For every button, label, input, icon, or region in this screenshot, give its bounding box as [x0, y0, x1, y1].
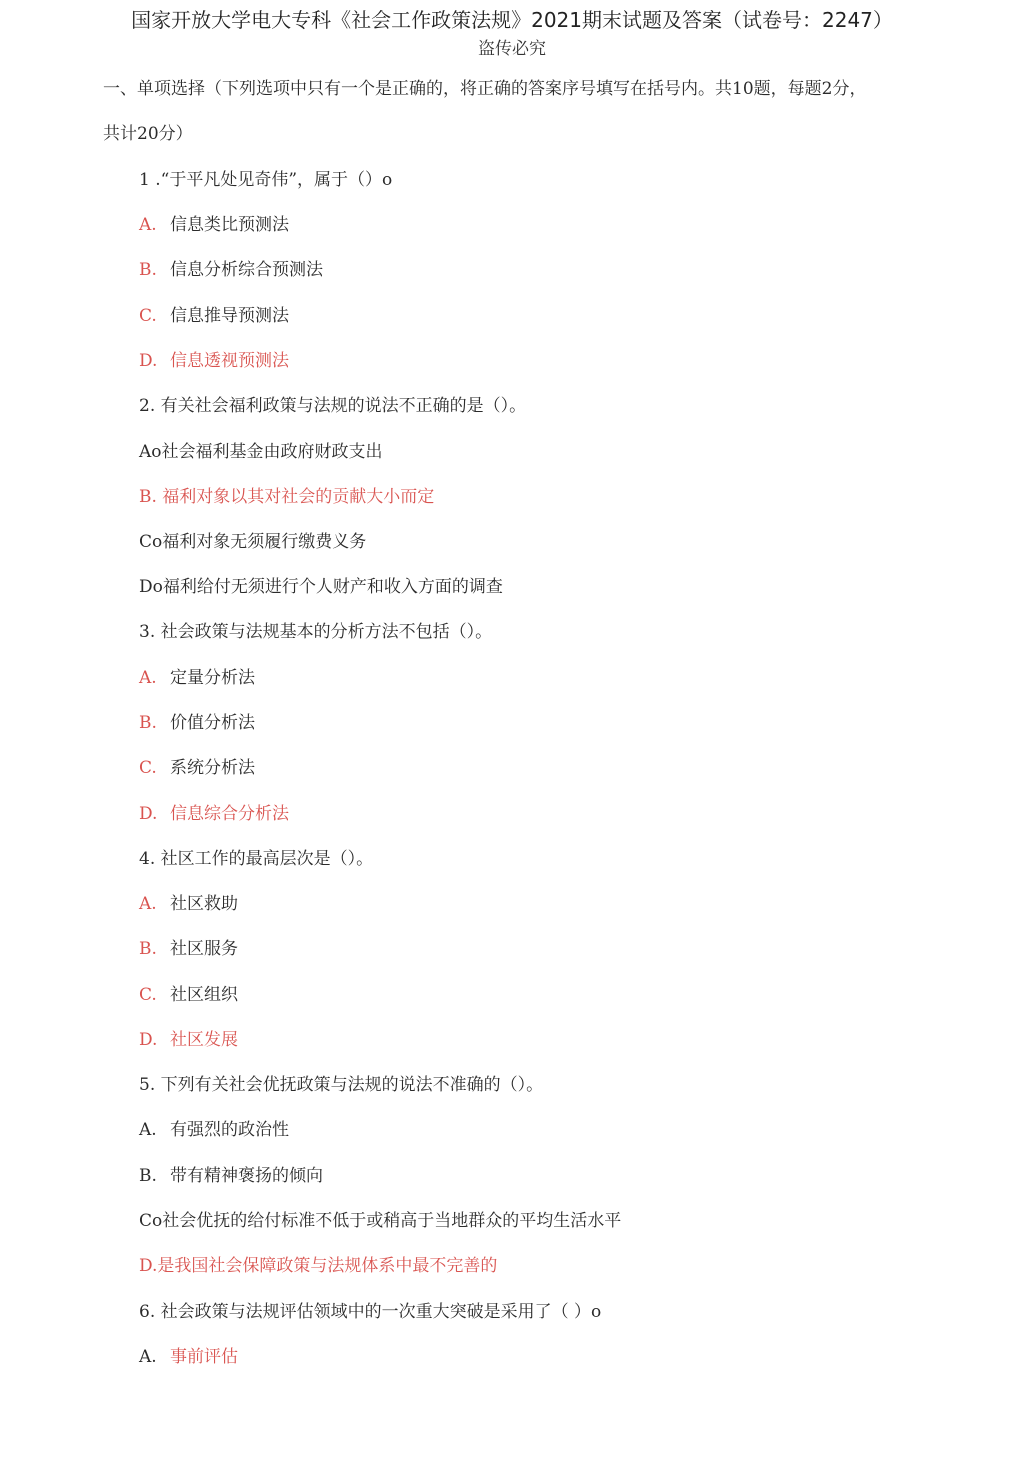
option-text: 系统分析法: [170, 758, 255, 778]
option-label: A.: [139, 1347, 157, 1367]
question-stem: 1 .“于平凡处见奇伟”，属于（）o: [139, 170, 393, 190]
option-row: Co社会优抚的给付标准不低于或稍高于当地群众的平均生活水平: [139, 1211, 622, 1231]
option-row: [139, 1164, 323, 1188]
option-text: 事前评估: [170, 1347, 238, 1367]
section-heading: 一、单项选择（下列选项中只有一个是正确的，将正确的答案序号填写在括号内。共10题，每题2分，: [103, 79, 867, 99]
option-row: [139, 983, 238, 1007]
option-text: 价值分析法: [170, 713, 255, 733]
option-label: D.: [139, 1030, 158, 1050]
option-text: 社区救助: [170, 894, 238, 914]
option-row: [139, 304, 289, 328]
option-row: [139, 213, 289, 237]
option-row: [139, 258, 323, 282]
question-stem: 3. 社会政策与法规基本的分析方法不包括（）。: [139, 622, 493, 642]
document-title: 国家开放大学电大专科《社会工作政策法规》2021期末试题及答案（试卷号：2247）: [131, 8, 893, 32]
option-text: 带有精神褒扬的倾向: [170, 1166, 323, 1186]
option-label: C.: [139, 306, 157, 326]
option-text: 有强烈的政治性: [170, 1120, 289, 1140]
option-row: [139, 666, 255, 690]
option-label: D.: [139, 351, 158, 371]
document-subtitle: 盗传必究: [478, 39, 546, 59]
question-stem: 2. 有关社会福利政策与法规的说法不正确的是（）。: [139, 396, 527, 416]
correct-answer-option: D.是我国社会保障政策与法规体系中最不完善的: [139, 1256, 498, 1276]
option-label: D.: [139, 804, 158, 824]
option-label: A.: [139, 894, 157, 914]
correct-answer-option: [139, 802, 289, 826]
option-row: [139, 756, 255, 780]
correct-answer-option: [139, 1028, 238, 1052]
option-row: Co福利对象无须履行缴费义务: [139, 532, 367, 552]
option-text: 信息透视预测法: [170, 351, 289, 371]
option-label: A.: [139, 215, 157, 235]
option-label: B.: [139, 939, 157, 959]
option-row: [139, 892, 238, 916]
option-row: [139, 937, 238, 961]
option-label: C.: [139, 985, 157, 1005]
option-text: 信息类比预测法: [170, 215, 289, 235]
option-label: B.: [139, 713, 157, 733]
option-label: B.: [139, 1166, 157, 1186]
option-text: 信息推导预测法: [170, 306, 289, 326]
option-text: 信息分析综合预测法: [170, 260, 323, 280]
question-stem: 4. 社区工作的最高层次是（）。: [139, 849, 374, 869]
section-heading-continued: 共计20分）: [103, 124, 193, 144]
question-stem: 5. 下列有关社会优抚政策与法规的说法不准确的（）。: [139, 1075, 544, 1095]
option-text: 信息综合分析法: [170, 804, 289, 824]
correct-answer-option: [139, 1345, 238, 1369]
option-text: 社区组织: [170, 985, 238, 1005]
question-stem: 6. 社会政策与法规评估领域中的一次重大突破是采用了（ ）o: [139, 1302, 602, 1322]
option-label: C.: [139, 758, 157, 778]
option-label: A.: [139, 1120, 157, 1140]
option-row: [139, 711, 255, 735]
option-label: B.: [139, 260, 157, 280]
option-row: [139, 1118, 289, 1142]
option-row: Do福利给付无须进行个人财产和收入方面的调查: [139, 577, 503, 597]
option-text: 社区发展: [170, 1030, 238, 1050]
option-text: 社区服务: [170, 939, 238, 959]
option-text: 定量分析法: [170, 668, 255, 688]
correct-answer-option: B. 福利对象以其对社会的贡献大小而定: [139, 487, 435, 507]
correct-answer-option: [139, 349, 289, 373]
option-row: Ao社会福利基金由政府财政支出: [139, 442, 383, 462]
option-label: A.: [139, 668, 157, 688]
